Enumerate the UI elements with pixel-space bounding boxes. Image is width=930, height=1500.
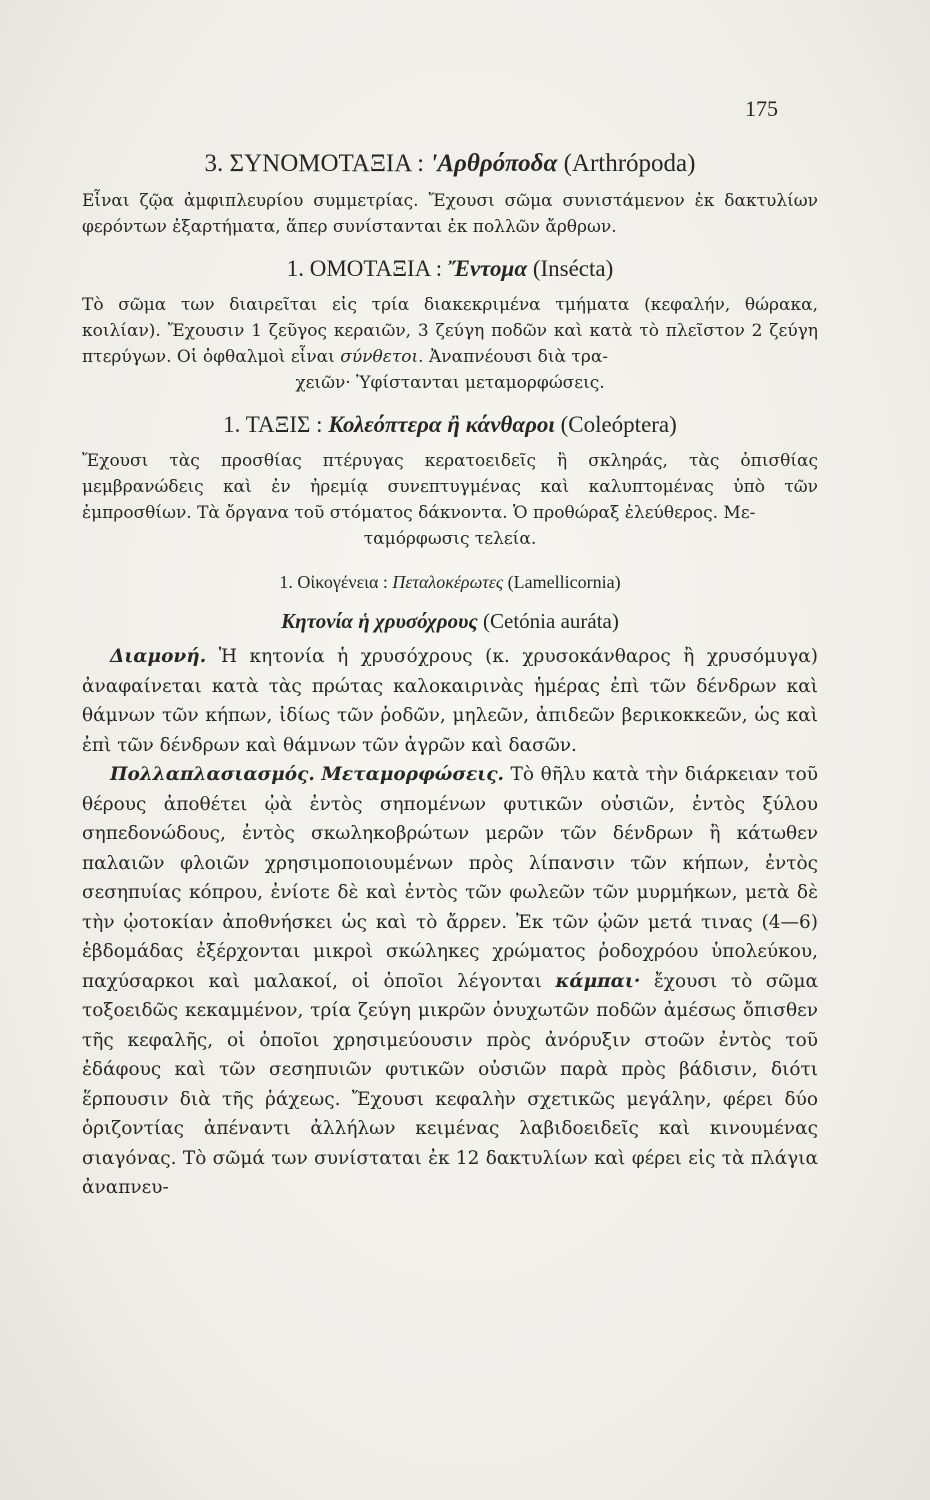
class-heading-prefix: 3. ΣΥΝΟΜΟΤΑΞΙΑ : xyxy=(204,150,425,177)
taxis-description-tail: ταμόρφωσις τελεία. xyxy=(363,529,537,549)
order-description-rest: Ἀναπνέουσι διὰ τρα- xyxy=(428,347,609,367)
page-body xyxy=(82,150,818,1203)
habitat-text: Ἡ κητονία ἡ χρυσόχρους (κ. χρυσοκάνθαρος ἢ χρυσόμυγα) ἀναφαίνεται κατὰ τὰς πρώτας καλοκαιρινὰς ἡμέρας ἐπὶ τῶν δένδρων καὶ θάμνων τῶν κήπων, ἰδίως τῶν ῥοδῶν, μηλεῶν, ἀπιδεῶν βερικοκκεῶν, ὡς καὶ ἐπὶ τῶν δένδρων καὶ θάμνων τῶν ἀγρῶν καὶ δασῶν. xyxy=(82,646,818,756)
taxis-description: Ἔχουσι τὰς προσθίας πτέρυγας κερατοειδεῖς ἢ σκληράς, τὰς ὀπισθίας μεμβρανώδεις καὶ ἐν ἠρεμίᾳ συνεπτυγμένας καὶ καλυπτομένας ὑπὸ τῶν ἐμπροσθίων. Τὰ ὄργανα τοῦ στόματος δάκνοντα. Ὁ προθώραξ ἐλεύθερος. Με- xyxy=(82,451,818,523)
reproduction-term: κάμπαι· xyxy=(555,970,641,992)
species-heading-term: Κητονία ἡ χρυσόχρους xyxy=(281,609,478,633)
order-description-tail: χειῶν· Ὑφίστανται μεταμορφώσεις. xyxy=(295,373,605,393)
taxis-heading-prefix: 1. ΤΑΞΙΣ : xyxy=(223,412,323,437)
family-heading-term: Πεταλοκέρωτες xyxy=(392,572,504,592)
class-heading-latin: (Arthrópoda) xyxy=(563,150,696,177)
habitat-label: Διαμονή. xyxy=(110,646,207,667)
family-heading-prefix: 1. Οἰκογένεια : xyxy=(279,572,388,592)
species-heading xyxy=(82,609,818,634)
class-heading-term: 'Αρθρόποδα xyxy=(430,150,558,177)
class-description: Εἶναι ζῷα ἀμφιπλευρίου συμμετρίας. Ἔχουσι σῶμα συνιστάμενον ἐκ δακτυλίων φερόντων ἐξαρτήματα, ἅπερ συνίστανται ἐκ πολλῶν ἄρθρων. xyxy=(82,191,818,237)
reproduction-text-a: Τὸ θῆλυ κατὰ τὴν διάρκειαν τοῦ θέρους ἀποθέτει ᾠὰ ἐντὸς σηπομένων φυτικῶν οὐσιῶν, ἐντὸς ξύλου σηπεδονώδους, ἐντὸς σκωληκοβρώτων μερῶν τῶν δένδρων ἢ κάτωθεν παλαιῶν φλοιῶν χρησιμοποιουμένων πρὸς λίπανσιν τῶν κήπων, ἐντὸς σεσηπυίας κόπρου, ἐνίοτε δὲ καὶ ἐντὸς τῶν φωλεῶν τῶν μυρμήκων, μετὰ δὲ τὴν ᾠοτοκίαν ἀποθνήσκει ὡς καὶ τὸ ἄρρεν. Ἐκ τῶν ᾠῶν μετά τινας (4—6) ἑβδομάδας ἐξέρχονται μικροὶ σκώληκες χρώματος ῥοδοχρόου ὑπολεύκου, παχύσαρκοι καὶ μαλακοί, οἱ ὁποῖοι λέγονται xyxy=(82,764,818,992)
order-description xyxy=(82,292,818,370)
reproduction-label-2: Μεταμορφώσεις. xyxy=(321,764,504,785)
family-heading xyxy=(82,572,818,593)
order-description-italic: σύνθετοι. xyxy=(340,347,424,367)
class-heading xyxy=(82,150,818,178)
order-heading-term: Ἔντομα xyxy=(447,256,528,281)
order-heading xyxy=(82,256,818,282)
order-heading-prefix: 1. ΟΜΟΤΑΞΙΑ : xyxy=(286,256,443,281)
taxis-heading-latin: (Coleóptera) xyxy=(560,412,677,437)
reproduction-label-1: Πολλαπλασιασμός. xyxy=(110,764,315,785)
family-heading-latin: (Lamellicornia) xyxy=(507,572,621,592)
species-heading-latin: (Cetónia auráta) xyxy=(483,609,619,633)
habitat-paragraph xyxy=(82,642,818,760)
order-heading-latin: (Insécta) xyxy=(532,256,614,281)
taxis-heading xyxy=(82,412,818,438)
reproduction-text-b: ἔχουσι τὸ σῶμα τοξοειδῶς κεκαμμένον, τρία ζεύγη μικρῶν ὀνυχωτῶν ποδῶν ἀμέσως ὄπισθεν τῆς κεφαλῆς, οἱ ὁποῖοι χρησιμεύουσιν πρὸς ἀνόρυξιν στοῶν ἐντὸς τοῦ ἐδάφους καὶ τῶν σεσηπυιῶν φυτικῶν οὐσιῶν παρὰ πρὸς βάδισιν, διότι ἕρπουσιν διὰ τῆς ῥάχεως. Ἔχουσι κεφαλὴν σχετικῶς μεγάλην, φέρει δύο ὁριζοντίας ἀπέναντι ἀλλήλων κειμένας λαβιδοειδεῖς καὶ κινουμένας σιαγόνας. Τὸ σῶμά των συνίσταται ἐκ 12 δακτυλίων καὶ φέρει εἰς τὰ πλάγια ἀναπνευ- xyxy=(82,970,818,1198)
reproduction-paragraph xyxy=(82,760,818,1203)
order-description-lines: Τὸ σῶμα των διαιρεῖται εἰς τρία διακεκριμένα τμήματα (κεφαλήν, θώρακα, κοιλίαν). Ἔχουσιν 1 ζεῦγος κεραιῶν, 3 ζεύγη ποδῶν καὶ κατὰ τὸ πλεῖστον 2 ζεύγη πτερύγων. Οἱ ὀφθαλμοὶ εἶναι xyxy=(82,295,818,367)
page-number: 175 xyxy=(745,96,778,121)
taxis-heading-term: Κολεόπτερα ἢ κάνθαροι xyxy=(328,412,555,437)
